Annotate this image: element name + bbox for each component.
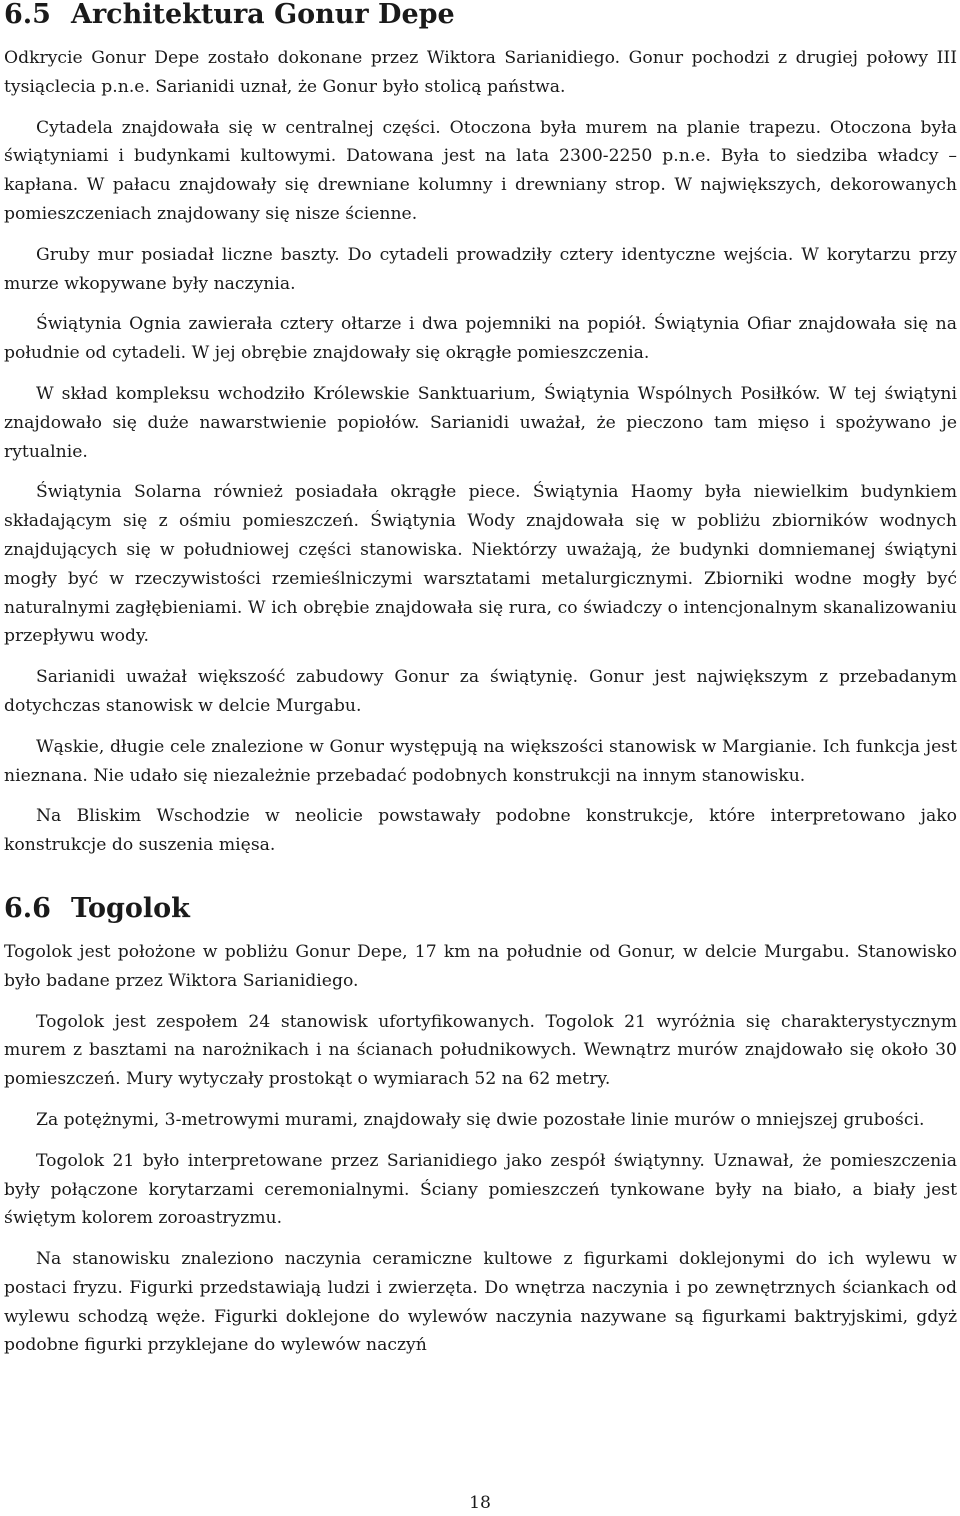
section-heading — [4, 0, 957, 30]
section-title: Togolok — [71, 892, 190, 924]
paragraph: Świątynia Ognia zawierała cztery ołtarze i dwa pojemniki na popiół. Świątynia Ofiar znajdowała się na południe od cytadeli. W jej obrębie znajdowały się okrągłe pomieszczenia. — [4, 314, 957, 364]
paragraph: Odkrycie Gonur Depe zostało dokonane przez Wiktora Sarianidiego. Gonur pochodzi z drugiej połowy III tysiąclecia p.n.e. Sarianidi uznał, że Gonur było stolicą państwa. — [4, 48, 957, 97]
section-number: 6.5 — [4, 0, 51, 30]
page-content — [4, 0, 957, 1360]
page-number: 18 — [469, 1493, 491, 1513]
paragraph: Za potężnymi, 3-metrowymi murami, znajdowały się dwie pozostałe linie murów o mniejszej grubości. — [36, 1109, 925, 1130]
paragraph: Sarianidi uważał większość zabudowy Gonur za świątynię. Gonur jest największym z przebadanym dotychczas stanowisk w delcie Murgabu. — [4, 667, 957, 716]
paragraph: Togolok 21 było interpretowane przez Sarianidiego jako zespół świątynny. Uznawał, że pomieszczenia były połączone korytarzami ceremonialnymi. Ściany pomieszczeń tynkowane były na biało, a biały jest świętym kolorem zoroastryzmu. — [4, 1150, 957, 1229]
paragraph: W skład kompleksu wchodziło Królewskie Sanktuarium, Świątynia Wspólnych Posiłków. W tej świątyni znajdowało się duże nawarstwienie popiołów. Sarianidi uważał, że pieczono tam mięso i spożywano je rytualnie. — [4, 383, 957, 462]
paragraph: Cytadela znajdowała się w centralnej części. Otoczona była murem na planie trapezu. Otoczona była świątyniami i budynkami kultowymi. Datowana jest na lata 2300-2250 p.n.e. Była to siedziba władcy – kapłana. W pałacu znajdowały się drewniane kolumny i drewniany strop. W największych, dekorowanych pomieszczeniach znajdowany się nisze ścienne. — [4, 117, 957, 224]
paragraph: Na stanowisku znaleziono naczynia ceramiczne kultowe z figurkami doklejonymi do ich wylewu w postaci fryzu. Figurki przedstawiają ludzi i zwierzęta. Do wnętrza naczynia i po zewnętrznych ściankach od wylewu schodzą węże. Figurki doklejone do wylewów naczynia nazywane są figurkami baktryjskimi, gdyż podobne figurki przyklejane do wylewów naczyń — [4, 1249, 957, 1356]
section-number: 6.6 — [4, 892, 51, 924]
paragraph: Wąskie, długie cele znalezione w Gonur występują na większości stanowisk w Margianie. Ich funkcja jest nieznana. Nie udało się niezależnie przebadać podobnych konstrukcji na innym stanowisku. — [4, 736, 957, 786]
paragraph: Togolok jest położone w pobliżu Gonur Depe, 17 km na południe od Gonur, w delcie Murgabu. Stanowisko było badane przez Wiktora Sarianidiego. — [4, 941, 957, 991]
paragraph: Świątynia Solarna również posiadała okrągłe piece. Świątynia Haomy była niewielkim budynkiem składającym się z ośmiu pomieszczeń. Świątynia Wody znajdowała się w pobliżu zbiorników wodnych znajdujących się w południowej części stanowiska. Niektórzy uważają, że budynki domniemanej świątyni mogły być w rzeczywistości rzemieślniczymi warsztatami metalurgicznymi. Zbiorniki wodne mogły być naturalnymi zagłębieniami. W ich obrębie znajdowała się rura, co świadczy o intencjonalnym skanalizowaniu przepływu wody. — [4, 482, 957, 647]
paragraph: Gruby mur posiadał liczne baszty. Do cytadeli prowadziły cztery identyczne wejścia. W korytarzu przy murze wkopywane były naczynia. — [4, 244, 957, 294]
paragraph: Togolok jest zespołem 24 stanowisk ufortyfikowanych. Togolok 21 wyróżnia się charakterystycznym murem z basztami na narożnikach i na ścianach południkowych. Wewnątrz murów znajdowało się około 30 pomieszczeń. Mury wytyczały prostokąt o wymiarach 52 na 62 metry. — [4, 1011, 957, 1090]
section-title: Architektura Gonur Depe — [71, 0, 455, 30]
paragraph: Na Bliskim Wschodzie w neolicie powstawały podobne konstrukcje, które interpretowano jako konstrukcje do suszenia mięsa. — [4, 806, 957, 856]
section-heading — [4, 894, 957, 924]
